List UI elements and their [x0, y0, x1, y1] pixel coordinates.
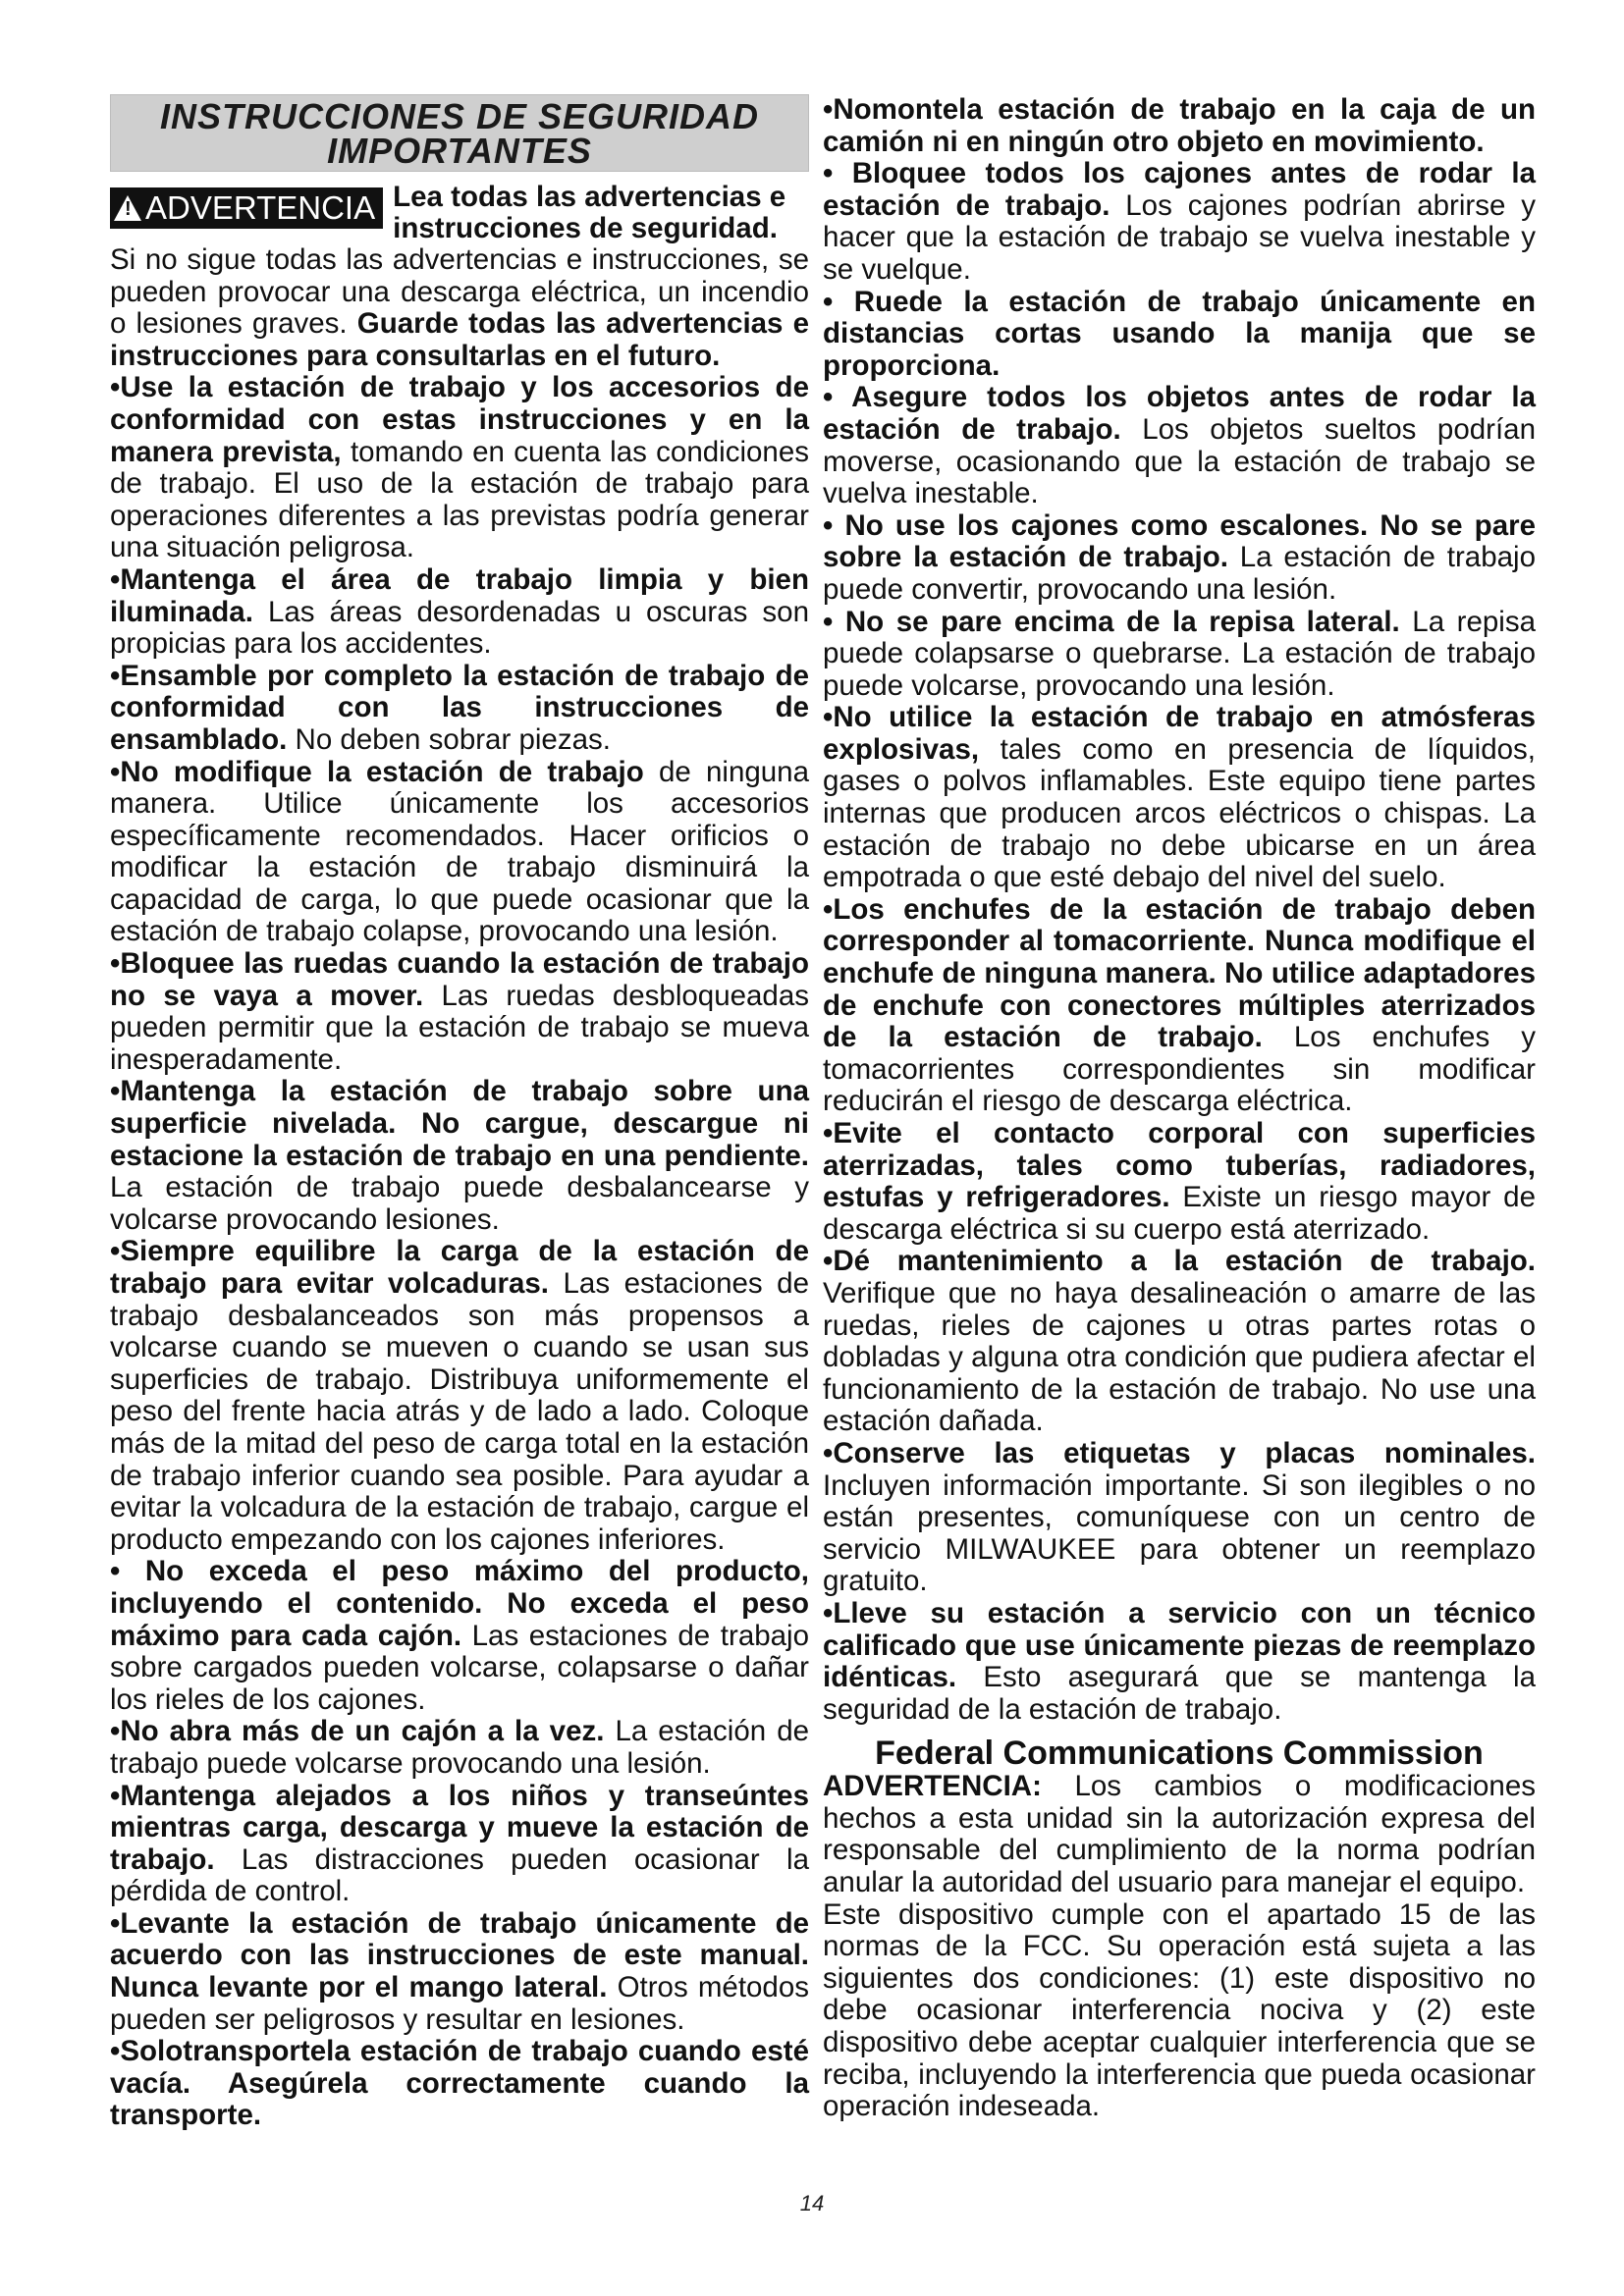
safety-item-heading: •Mantenga el área de trabajo limpia y bien iluminada.: [110, 562, 809, 628]
safety-item-heading: •No modifique la estación de trabajo: [110, 755, 644, 788]
safety-item-text: tomando en cuenta las condiciones de trabajo. El uso de la estación de trabajo para operaciones diferentes a las previstas podría generar una situación peligrosa.: [110, 435, 809, 564]
safety-item-heading: •Use la estación de trabajo y los accesorios de conformidad con estas instrucciones y en la manera prevista,: [110, 371, 809, 468]
safety-item-heading: •Dé mantenimiento a la estación de trabajo.: [823, 1245, 1536, 1278]
safety-item-text: No deben sobrar piezas.: [287, 722, 611, 756]
safety-item-text: Esto asegurará que se mantenga la seguridad de la estación de trabajo.: [823, 1661, 1536, 1726]
fcc-compliance-paragraph: Este dispositivo cumple con el apartado 15 de las normas de la FCC. Su operación está sujeta a las siguientes dos condiciones: (1) este dispositivo no debe ocasionar interferencia nociva y (2) este dispositivo debe aceptar cualquier interferencia que se reciba, incluyendo la interferencia que pueda ocasionar operación indeseada.: [823, 1897, 1536, 2123]
safety-item-heading: •Bloquee las ruedas cuando la estación de trabajo no se vaya a mover.: [110, 947, 809, 1012]
safety-item: [823, 607, 1536, 703]
safety-item-heading: •No utilice la estación de trabajo en atmósferas explosivas,: [823, 701, 1536, 766]
safety-item-heading: •Nomontela estación de trabajo en la caja de un camión ni en ningún otro objeto en movimiento.: [823, 93, 1536, 158]
safety-item-text: Las áreas desordenadas u oscuras son propicias para los accidentes.: [110, 595, 809, 661]
safety-item-heading: •Ensamble por completo la estación de trabajo de conformidad con las instrucciones de ensamblado.: [110, 659, 809, 756]
safety-item: [823, 1118, 1536, 1246]
fcc-title: Federal Communications Commission: [875, 1735, 1484, 1773]
safety-item: [110, 1236, 809, 1556]
intro-paragraph: [110, 244, 809, 372]
safety-item-text: Verifique que no haya desalineación o amarre de las ruedas, rieles de cajones u otras partes rotas o dobladas y alguna otra condición que pudiera afectar el funcionamiento de la estación de trabajo. No use una estación dañada.: [823, 1276, 1536, 1438]
safety-item-text: Las estaciones de trabajo sobre cargados pueden volcarse, colapsarse o dañar los rieles de los cajones.: [110, 1619, 809, 1716]
safety-item-text: La repisa puede colapsarse o quebrarse. La estación de trabajo puede volcarse, provocando una lesión.: [823, 605, 1536, 702]
safety-item: [823, 158, 1536, 286]
safety-item-heading: •Solotransportela estación de trabajo cuando esté vacía. Asegúrela correctamente cuando la transporte.: [110, 2035, 809, 2132]
safety-item-heading: • Bloquee todos los cajones antes de rodar la estación de trabajo.: [823, 157, 1536, 222]
safety-item-heading: • No exceda el peso máximo del producto, incluyendo el contenido. No exceda el peso máximo para cada cajón.: [110, 1555, 809, 1652]
safety-item-text: de ninguna manera. Utilice únicamente los accesorios específicamente recomendados. Hacer orificios o modificar la estación de trabajo disminuirá la capacidad de carga, lo que puede ocasionar que la estación de trabajo colapse, provocando una lesión.: [110, 755, 809, 948]
safety-item: [110, 1781, 809, 1908]
safety-item: [823, 287, 1536, 383]
title-line-1: INSTRUCCIONES DE SEGURIDAD: [159, 96, 760, 136]
safety-item: [110, 372, 809, 564]
safety-item-heading: •Lleve su estación a servicio con un técnico calificado que use únicamente piezas de reemplazo idénticas.: [823, 1596, 1536, 1694]
safety-item-text: tales como en presencia de líquidos, gases o polvos inflamables. Este equipo tiene partes internas que producen arcos eléctricos o chispas. La estación de trabajo no debe ubicarse en un área empotrada o que esté debajo del nivel del suelo.: [823, 732, 1536, 894]
safety-item: [110, 2036, 809, 2132]
safety-item-heading: •Los enchufes de la estación de trabajo deben corresponder al tomacorriente. Nunca modifique el enchufe de ninguna manera. No utilice adaptadores de enchufe con conectores múltiples aterrizados de la estación de trabajo.: [823, 892, 1536, 1054]
warning-badge: [110, 187, 383, 229]
safety-item-text: Existe un riesgo mayor de descarga eléctrica si su cuerpo está aterrizado.: [823, 1181, 1536, 1246]
safety-item-heading: •Evite el contacto corporal con superficies aterrizadas, tales como tuberías, radiadores, estufas y refrigeradores.: [823, 1117, 1536, 1214]
warning-header: [110, 182, 809, 244]
safety-item: [823, 94, 1536, 158]
safety-item: [823, 382, 1536, 509]
safety-item: [823, 1246, 1536, 1438]
safety-item-heading: • Ruede la estación de trabajo únicamente en distancias cortas usando la manija que se proporciona.: [823, 285, 1536, 382]
safety-item-text: Otros métodos pueden ser peligrosos y resultar en lesiones.: [110, 1971, 809, 2036]
safety-item: [110, 564, 809, 661]
safety-item-text: La estación de trabajo puede convertir, provocando una lesión.: [823, 541, 1536, 606]
safety-item-heading: • No use los cajones como escalones. No se pare sobre la estación de trabajo.: [823, 508, 1536, 574]
warning-lead: Lea todas las advertencias e instrucciones de seguridad.: [393, 181, 786, 244]
safety-item-heading: •Siempre equilibre la carga de la estación de trabajo para evitar volcaduras.: [110, 1235, 809, 1300]
safety-item-heading: • No se pare encima de la repisa lateral.: [823, 605, 1400, 638]
safety-item-text: Los objetos sueltos podrían moverse, ocasionando que la estación de trabajo se vuelva inestable.: [823, 412, 1536, 510]
safety-item-text: Los enchufes y tomacorrientes correspondientes sin modificar reducirán el riesgo de descarga eléctrica.: [823, 1021, 1536, 1118]
left-column: [110, 94, 809, 2132]
right-column: [823, 94, 1536, 2123]
safety-item-text: Incluyen información importante. Si son ilegibles o no están presentes, comuníquese con un centro de servicio MILWAUKEE para obtener un reemplazo gratuito.: [823, 1468, 1536, 1598]
fcc-warning-paragraph: [823, 1771, 1536, 1898]
safety-item: [823, 1598, 1536, 1726]
safety-item-heading: •Mantenga alejados a los niños y transeúntes mientras carga, descarga y mueve la estación de trabajo.: [110, 1779, 809, 1876]
safety-item: [110, 948, 809, 1076]
safety-item-heading: • Asegure todos los objetos antes de rodar la estación de trabajo.: [823, 381, 1536, 446]
safety-item: [823, 1438, 1536, 1598]
safety-item-text: Las distracciones pueden ocasionar la pérdida de control.: [110, 1842, 809, 1908]
safety-item-text: La estación de trabajo puede volcarse provocando una lesión.: [110, 1715, 810, 1780]
intro-bold: Guarde todas las advertencias e instrucciones para consultarlas en el futuro.: [110, 307, 809, 372]
right-safety-list: [823, 94, 1536, 1726]
safety-item: [110, 1076, 809, 1236]
safety-item: [110, 1556, 809, 1716]
safety-item: [110, 1716, 809, 1780]
safety-item: [823, 702, 1536, 894]
safety-item-text: La estación de trabajo puede desbalancearse y volcarse provocando lesiones.: [110, 1171, 809, 1236]
left-safety-list: [110, 372, 809, 2132]
fcc-warning-label: ADVERTENCIA:: [823, 1770, 1042, 1803]
safety-item: [110, 661, 809, 757]
intro-text: Si no sigue todas las advertencias e instrucciones, se pueden provocar una descarga eléctrica, un incendio o lesiones graves.: [110, 243, 809, 341]
safety-item-heading: •Levante la estación de trabajo únicamente de acuerdo con las instrucciones de este manual. Nunca levante por el mango lateral.: [110, 1906, 809, 2004]
safety-item-heading: •No abra más de un cajón a la vez.: [110, 1715, 605, 1748]
warning-triangle-icon: [114, 195, 141, 221]
fcc-warning-text: Los cambios o modificaciones hechos a esta unidad sin la autorización expresa del responsable del cumplimiento de la norma podrían anular la autoridad del usuario para manejar el equipo.: [823, 1770, 1536, 1899]
warning-badge-label: ADVERTENCIA: [145, 189, 376, 226]
safety-item-heading: •Mantenga la estación de trabajo sobre una superficie nivelada. No cargue, descargue ni estacione la estación de trabajo en una pendiente.: [110, 1075, 809, 1172]
safety-item: [823, 510, 1536, 607]
safety-item: [823, 894, 1536, 1118]
page-number: 14: [799, 2191, 825, 2216]
safety-item: [110, 1908, 809, 2036]
title-line-2: IMPORTANTES: [327, 131, 592, 171]
safety-item-text: Las estaciones de trabajo desbalanceados son más propensos a volcarse cuando se mueven o cuando se usan sus superficies de trabajo. Distribuya uniformemente el peso del frente hacia atrás y de lado a lado. Coloque más de la mitad del peso de carga total en la estación de trabajo inferior cuando sea posible. Para ayudar a evitar la volcadura de la estación de trabajo, cargue el producto empezando con los cajones inferiores.: [110, 1267, 809, 1556]
safety-item-text: Los cajones podrían abrirse y hacer que la estación de trabajo se vuelva inestable y se vuelque.: [823, 188, 1536, 286]
safety-item: [110, 757, 809, 949]
safety-item-text: Las ruedas desbloqueadas pueden permitir que la estación de trabajo se mueva inesperadamente.: [110, 979, 809, 1076]
safety-item-heading: •Conserve las etiquetas y placas nominales.: [823, 1436, 1536, 1469]
section-title-box: [110, 94, 809, 172]
